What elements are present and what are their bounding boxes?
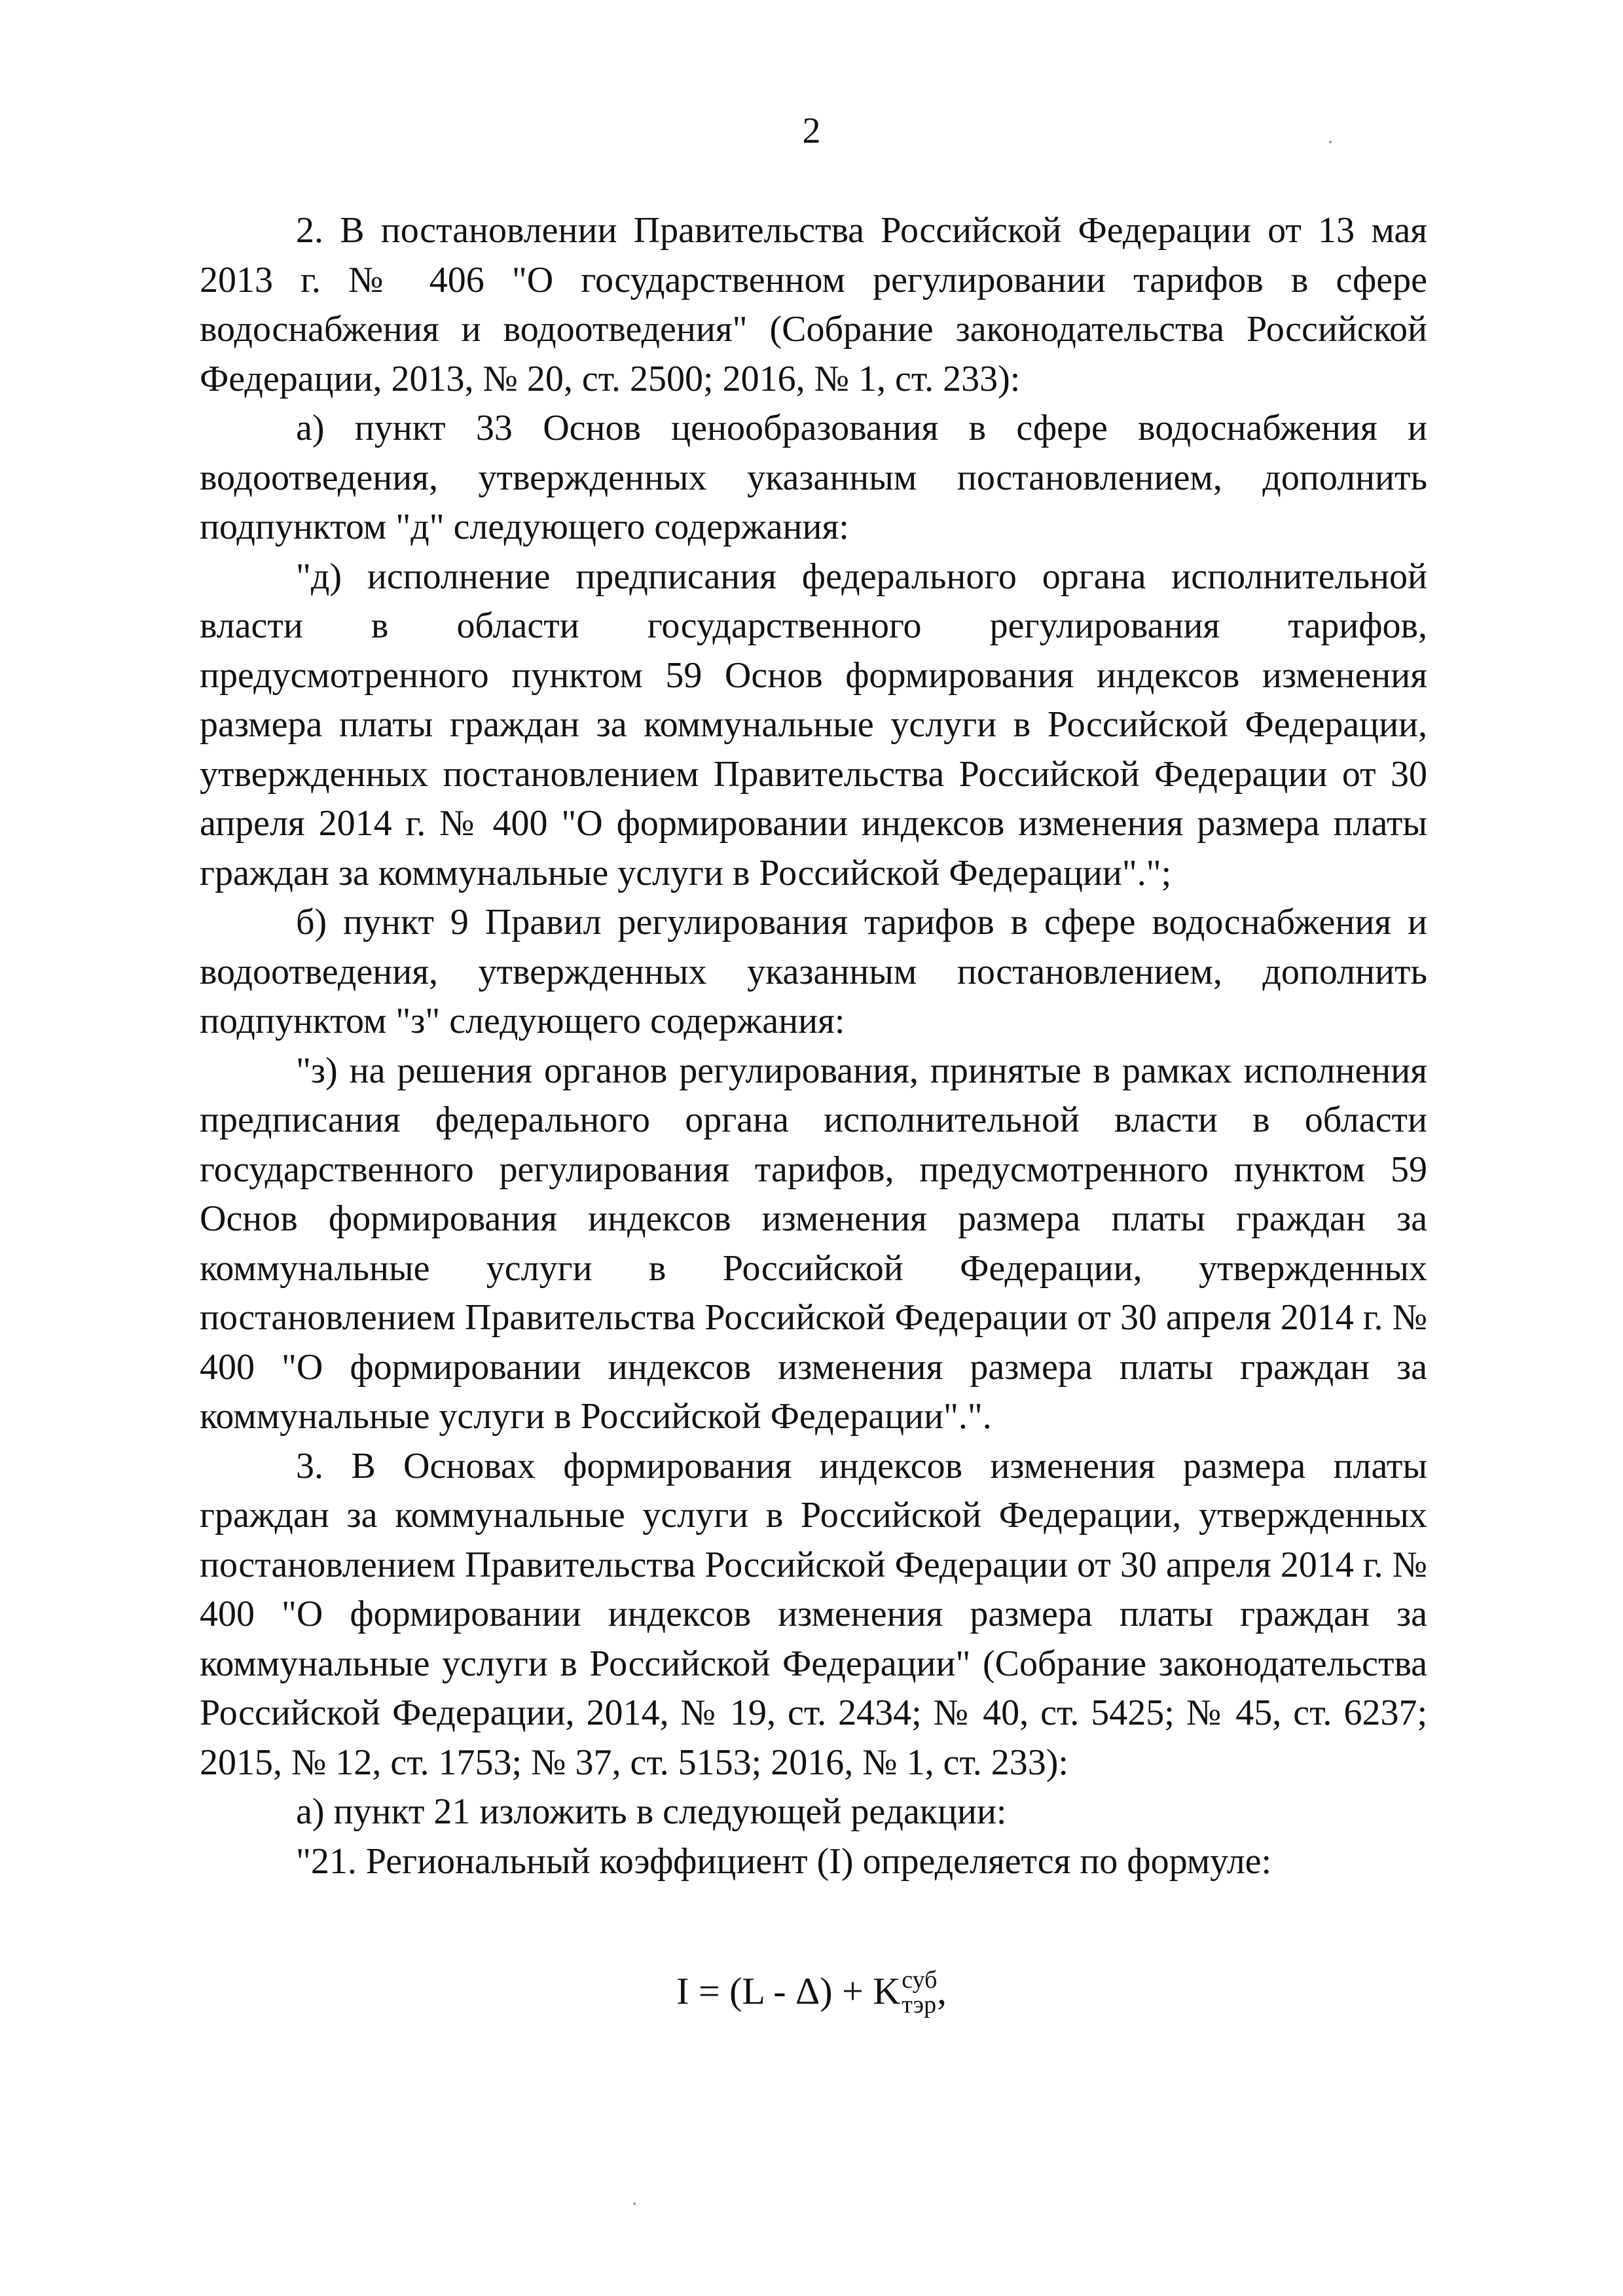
paragraph-subitem-d: "д) исполнение предписания федерального органа исполнительной власти в области государственного регулирования тарифов, предусмотренного пунктом 59 Основ формирования индексов изменения размера платы граждан за коммунальные услуги в Российской Федерации, утвержденных постановлением Правительства Российской Федерации от 30 апреля 2014 г. № 400 "О формировании индексов изменения размера платы граждан за коммунальные услуги в Российской Федерации"."; [200, 556, 1427, 893]
formula-superscript: суб [902, 1966, 938, 1994]
document-body [200, 206, 1427, 1886]
formula-main: I = (L - Δ) + K [676, 1969, 901, 2013]
scan-speck [1329, 141, 1332, 143]
regional-coefficient-formula [0, 1966, 1623, 2020]
formula-indices [902, 1967, 937, 2017]
page-number: 2 [802, 111, 821, 151]
paragraph-item-b-point-9: б) пункт 9 Правил регулирования тарифов в сфере водоснабжения и водоотведения, утвержденных указанным постановлением, дополнить подпунктом "з" следующего содержания: [200, 902, 1427, 1041]
paragraph-amendment-2: 2. В постановлении Правительства Российской Федерации от 13 мая 2013 г. № 406 "О государственном регулировании тарифов в сфере водоснабжения и водоотведения" (Собрание законодательства Российской Федерации, 2013, № 20, ст. 2500; 2016, № 1, ст. 233): [200, 210, 1427, 399]
paragraph-subitem-z: "з) на решения органов регулирования, принятые в рамках исполнения предписания федерального органа исполнительной власти в области государственного регулирования тарифов, предусмотренного пунктом 59 Основ формирования индексов изменения размера платы граждан за коммунальные услуги в Российской Федерации, утвержденных постановлением Правительства Российской Федерации от 30 апреля 2014 г. № 400 "О формировании индексов изменения размера платы граждан за коммунальные услуги в Российской Федерации".". [200, 1050, 1427, 1437]
scan-speck [633, 2202, 636, 2205]
formula-trailing: , [937, 1969, 947, 2013]
paragraph-item-a-point-21: а) пункт 21 изложить в следующей редакции: [296, 1791, 1007, 1832]
formula-subscript: тэр [902, 1991, 937, 2018]
paragraph-item-a-point-33: а) пункт 33 Основ ценообразования в сфере водоснабжения и водоотведения, утвержденных указанным постановлением, дополнить подпунктом "д" следующего содержания: [200, 408, 1427, 547]
paragraph-point-21-text: "21. Региональный коэффициент (I) определяется по формуле: [296, 1840, 1272, 1882]
paragraph-amendment-3: 3. В Основах формирования индексов изменения размера платы граждан за коммунальные услуги в Российской Федерации, утвержденных постановлением Правительства Российской Федерации от 30 апреля 2014 г. № 400 "О формировании индексов изменения размера платы граждан за коммунальные услуги в Российской Федерации" (Собрание законодательства Российской Федерации, 2014, № 19, ст. 2434; № 40, ст. 5425; № 45, ст. 6237; 2015, № 12, ст. 1753; № 37, ст. 5153; 2016, № 1, ст. 233): [200, 1445, 1427, 1783]
